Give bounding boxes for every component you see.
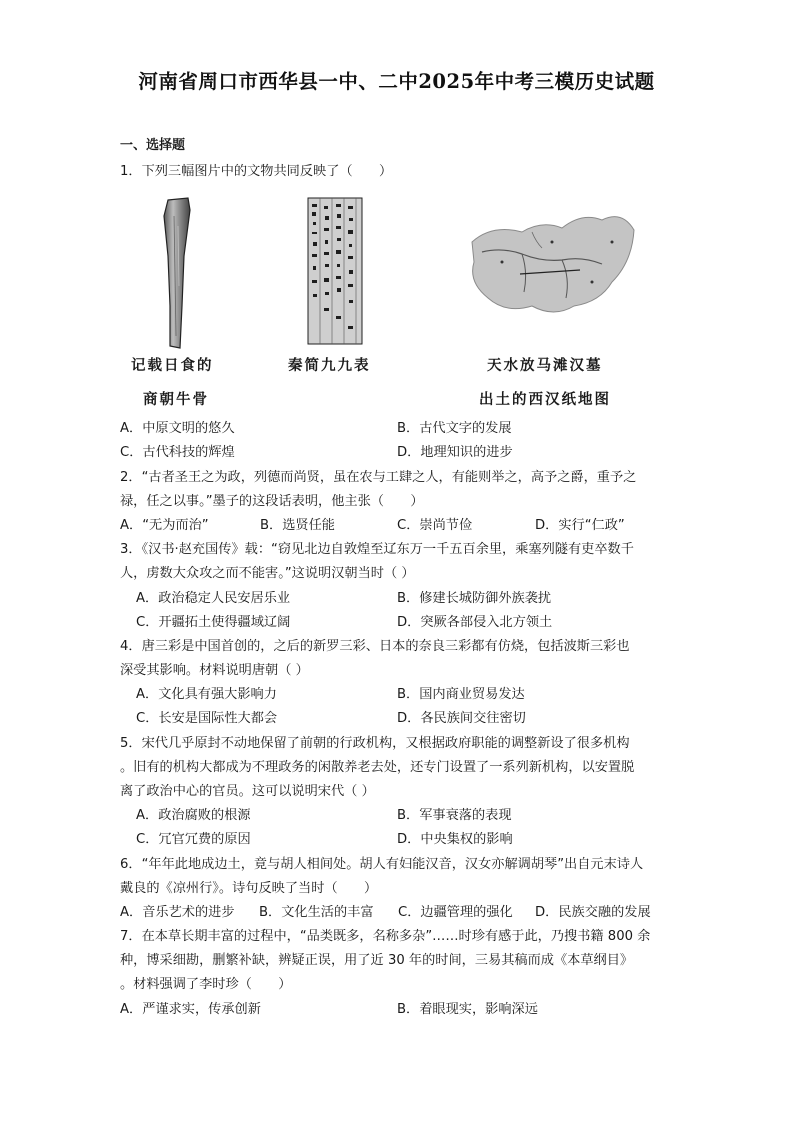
question-2-option-b: B．选贤任能 <box>260 518 335 533</box>
question-4-option-a: A．文化具有强大影响力 <box>136 687 277 702</box>
question-4-stem-line2: 深受其影响。材料说明唐朝（ ） <box>120 663 309 678</box>
question-3-option-b: B．修建长城防御外族袭扰 <box>397 591 552 606</box>
question-3-stem-line1: 3．《汉书·赵充国传》载：“窃见北边自敦煌至辽东万一千五百余里，乘塞列隧有吏卒数千 <box>120 542 634 557</box>
question-7-option-a: A．严谨求实，传承创新 <box>120 1002 261 1017</box>
question-7-stem-line1: 7．在本草长期丰富的过程中，“品类既多，名称多杂”……时珍有感于此，乃搜书籍 800 余 <box>120 929 651 944</box>
question-1-option-b: B．古代文字的发展 <box>397 421 512 436</box>
figure-1-caption-line2: 商朝牛骨 <box>143 391 209 408</box>
question-4-stem-line1: 4．唐三彩是中国首创的，之后的新罗三彩、日本的奈良三彩都有仿烧，包括波斯三彩也 <box>120 639 630 654</box>
question-4-option-d: D．各民族间交往密切 <box>397 711 526 726</box>
question-2-stem-line2: 禄，任之以事。”墨子的这段话表明，他主张（ ） <box>120 494 424 509</box>
question-5-option-b: B．军事衰落的表现 <box>397 808 512 823</box>
question-5-stem-line3: 离了政治中心的官员。这可以说明宋代（ ） <box>120 784 375 799</box>
figure-2-caption: 秦简九九表 <box>288 357 371 374</box>
question-6-option-c: C．边疆管理的强化 <box>398 905 513 920</box>
question-5-stem-line1: 5．宋代几乎原封不动地保留了前朝的行政机构，又根据政府职能的调整新设了很多机构 <box>120 736 630 751</box>
han-paper-map-image <box>462 202 640 322</box>
question-7-stem-line3: 。材料强调了李时珍（ ） <box>120 977 292 992</box>
page-title: 河南省周口市西华县一中、二中2025年中考三模历史试题 <box>138 70 655 93</box>
question-5-option-d: D．中央集权的影响 <box>397 832 513 847</box>
question-4-option-b: B．国内商业贸易发达 <box>397 687 525 702</box>
question-6-option-d: D．民族交融的发展 <box>535 905 651 920</box>
figure-1-caption-line1: 记载日食的 <box>131 357 214 374</box>
question-3-option-a: A．政治稳定人民安居乐业 <box>136 591 291 606</box>
oracle-bone-image <box>158 196 198 352</box>
question-6-option-a: A．音乐艺术的进步 <box>120 905 235 920</box>
question-2-option-a: A．“无为而治” <box>120 518 209 533</box>
question-4-option-c: C．长安是国际性大都会 <box>136 711 278 726</box>
question-5-option-a: A．政治腐败的根源 <box>136 808 251 823</box>
question-1-option-d: D．地理知识的进步 <box>397 445 513 460</box>
question-5-option-c: C．冗官冗费的原因 <box>136 832 251 847</box>
section-heading: 一、选择题 <box>120 138 186 153</box>
question-2-option-c: C．崇尚节俭 <box>397 518 473 533</box>
question-5-stem-line2: 。旧有的机构大都成为不理政务的闲散养老去处，还专门设置了一系列新机构，以安置脱 <box>120 760 635 775</box>
question-1-option-a: A．中原文明的悠久 <box>120 421 235 436</box>
question-7-option-b: B．着眼现实，影响深远 <box>397 1002 538 1017</box>
figure-3-caption-line1: 天水放马滩汉墓 <box>487 357 603 374</box>
question-6-stem-line2: 戴良的《凉州行》。诗句反映了当时（ ） <box>120 881 378 896</box>
question-3-stem-line2: 人，虏数大众攻之而不能害。”这说明汉朝当时（ ） <box>120 566 415 581</box>
question-6-stem-line1: 6．“年年此地成边土，竟与胡人相间处。胡人有妇能汉音，汉女亦解调胡琴”出自元末诗人 <box>120 857 644 872</box>
question-2-stem-line1: 2．“古者圣王之为政，列德而尚贤，虽在农与工肆之人，有能则举之，高予之爵，重予之 <box>120 470 637 485</box>
question-3-option-c: C．开疆拓土使得疆域辽阔 <box>136 615 291 630</box>
question-3-option-d: D．突厥各部侵入北方领土 <box>397 615 553 630</box>
question-7-stem-line2: 种，博采细勘，删繁补缺，辨疑正误，用了近 30 年的时间，三易其稿而成《本草纲目》 <box>120 953 634 968</box>
qin-bamboo-slips-image <box>306 196 364 346</box>
question-6-option-b: B．文化生活的丰富 <box>259 905 374 920</box>
question-1-option-c: C．古代科技的辉煌 <box>120 445 235 460</box>
figure-3-caption-line2: 出土的西汉纸地图 <box>479 391 611 408</box>
question-2-option-d: D．实行“仁政” <box>535 518 625 533</box>
question-1-stem: 1．下列三幅图片中的文物共同反映了（ ） <box>120 164 393 179</box>
